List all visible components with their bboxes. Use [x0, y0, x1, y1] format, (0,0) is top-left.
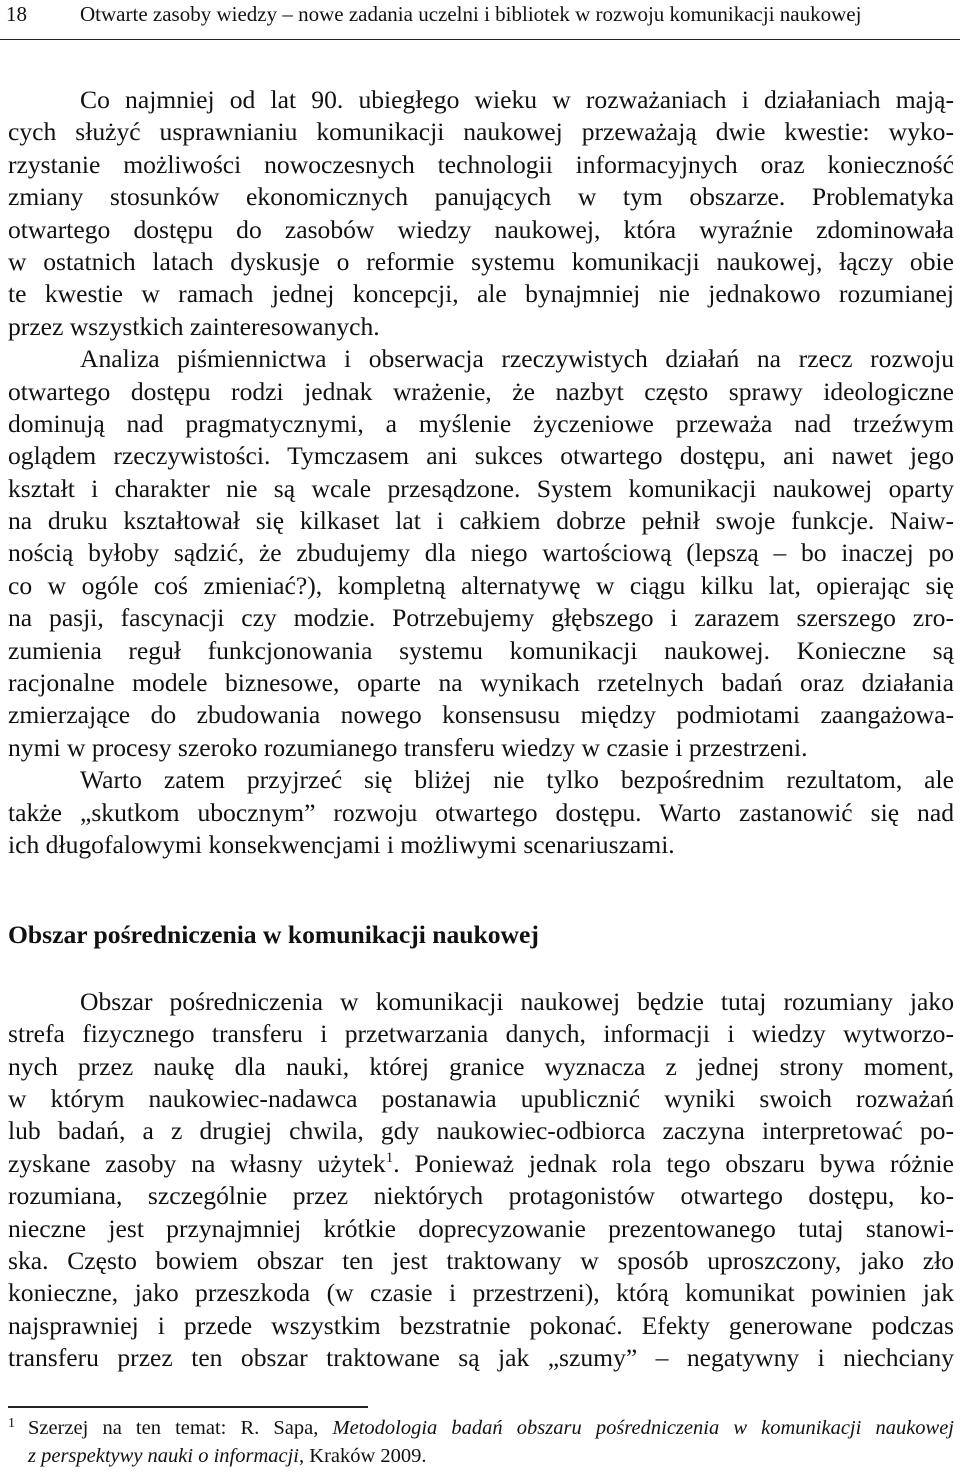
text-line: kształt i charakter nie są wcale przesądzone. System komunikacji naukowej oparty [8, 473, 954, 503]
text-line: rozumiana, szczególnie przez niektórych protagonistów otwartego dostępu, ko- [8, 1181, 954, 1211]
text-line: nością byłoby sądzić, że zbudujemy dla niego wartościową (lepszą – bo inaczej po [8, 538, 954, 568]
footnote-text: Szerzej na ten temat: R. Sapa, [28, 1417, 333, 1439]
text-line: nieczne jest przynajmniej krótkie doprecyzowanie prezentowanego tutaj stanowi- [8, 1213, 954, 1243]
text-line: otwartego dostępu rodzi jednak wrażenie, że nazbyt często sprawy ideologiczne [8, 376, 954, 406]
text-line: Co najmniej od lat 90. ubiegłego wieku w rozważaniach i działaniach mają- [80, 85, 954, 114]
text-line: transferu przez ten obszar traktowane są jak „szumy” – negatywny i niechciany [8, 1343, 954, 1373]
footnote-reference: 1 [385, 1149, 394, 1166]
paragraph-3 [8, 764, 954, 861]
text-line: Warto zatem przyjrzeć się bliżej nie tylko bezpośrednim rezultatom, ale [80, 765, 954, 795]
footnote-mark: 1 [8, 1416, 15, 1431]
text-line: zmierzające do zbudowania nowego konsensusu między podmiotami zaangażowa- [8, 700, 954, 730]
paragraph-1 [8, 84, 954, 343]
text-line: nymi w procesy szeroko rozumianego transferu wiedzy w czasie i przestrzeni. [8, 732, 808, 762]
footnote-line [8, 1442, 954, 1470]
text-line: zmiany stosunków ekonomicznych panujących w tym obszarze. Problematyka [8, 182, 954, 212]
text-line: Obszar pośredniczenia w komunikacji naukowej będzie tutaj rozumiany jako [80, 986, 954, 1016]
text-line: w ostatnich latach dyskusje o reformie systemu komunikacji naukowej, łączy obie [8, 246, 954, 276]
text-line: cych służyć usprawnianiu komunikacji naukowej przeważają dwie kwestie: wyko- [8, 117, 954, 147]
text-line: także „skutkom ubocznym” rozwoju otwartego dostępu. Warto zastanowić się nad [8, 797, 954, 827]
text-line: ska. Często bowiem obszar ten jest traktowany w sposób uproszczony, jako zło [8, 1245, 954, 1275]
text-line: nych przez naukę dla nauki, której granice wyznacza z jednej strony moment, [8, 1051, 954, 1081]
main-text [8, 84, 954, 1374]
footnote-text: , Kraków 2009. [299, 1445, 427, 1467]
text-line [8, 1148, 954, 1180]
text-line: racjonalne modele biznesowe, oparte na wynikach rzetelnych badań oraz działania [8, 668, 954, 698]
paragraph-2 [8, 343, 954, 764]
text-line: zumienia reguł funkcjonowania systemu komunikacji naukowej. Konieczne są [8, 635, 954, 665]
text-line: konieczne, jako przeszkoda (w czasie i przestrzeni), którą komunikat powinien jak [8, 1278, 954, 1308]
text-line: dominują nad pragmatycznymi, a myślenie życzeniowe przeważa nad trzeźwym [8, 408, 954, 438]
running-header [0, 0, 960, 40]
text-line: co w ogóle coś zmieniać?), kompletną alternatywę w ciągu kilku lat, opierając się [8, 570, 954, 600]
text-line: ich długofalowymi konsekwencjami i możliwymi scenariuszami. [8, 829, 675, 859]
text-line: te kwestie w ramach jednej koncepcji, ale bynajmniej nie jednakowo rozumianej [8, 279, 954, 309]
text-line: otwartego dostępu do zasobów wiedzy naukowej, która wyraźnie zdominowała [8, 214, 954, 244]
section-heading: Obszar pośredniczenia w komunikacji naukowej [8, 920, 539, 950]
footnote [8, 1414, 954, 1470]
text-line: na druku kształtował się kilkaset lat i całkiem dobrze pełnił swoje funkcje. Naiw- [8, 506, 954, 536]
paragraph-4 [8, 986, 954, 1375]
text-line: przez wszystkich zainteresowanych. [8, 311, 380, 341]
text-line: najsprawniej i przede wszystkim bezstratnie pokonać. Efekty generowane podczas [8, 1310, 954, 1340]
text-line: oglądem rzeczywistości. Tymczasem ani sukces otwartego dostępu, ani nawet jego [8, 441, 954, 471]
text-line: na pasji, fascynacji czy modzie. Potrzebujemy głębszego i zarazem szerszego zro- [8, 603, 954, 633]
running-title: Otwarte zasoby wiedzy – nowe zadania uczelni i bibliotek w rozwoju komunikacji naukowej [80, 2, 862, 26]
footnote-title: z perspektywy nauki o informacji [28, 1445, 300, 1467]
page-number: 18 [6, 2, 27, 26]
text-fragment: zyskane zasoby na własny użytek [8, 1148, 386, 1178]
text-line: Analiza piśmiennictwa i obserwacja rzeczywistych działań na rzecz rozwoju [80, 344, 954, 374]
footnote-title: Metodologia badań obszaru pośredniczenia w komunikacji naukowej [332, 1417, 955, 1439]
text-line: rzystanie możliwości nowoczesnych technologii informacyjnych oraz konieczność [8, 149, 954, 179]
footnote-line [8, 1414, 954, 1442]
text-line: lub badań, a z drugiej chwila, gdy naukowiec-odbiorca zaczyna interpretować po- [8, 1116, 954, 1146]
text-fragment: . Ponieważ jednak rola tego obszaru bywa różnie [393, 1148, 954, 1178]
footnote-separator [8, 1406, 368, 1408]
text-line: w którym naukowiec-nadawca postanawia upublicznić wyniki swoich rozważań [8, 1083, 954, 1113]
text-line: strefa fizycznego transferu i przetwarzania danych, informacji i wiedzy wytworzo- [8, 1019, 954, 1049]
